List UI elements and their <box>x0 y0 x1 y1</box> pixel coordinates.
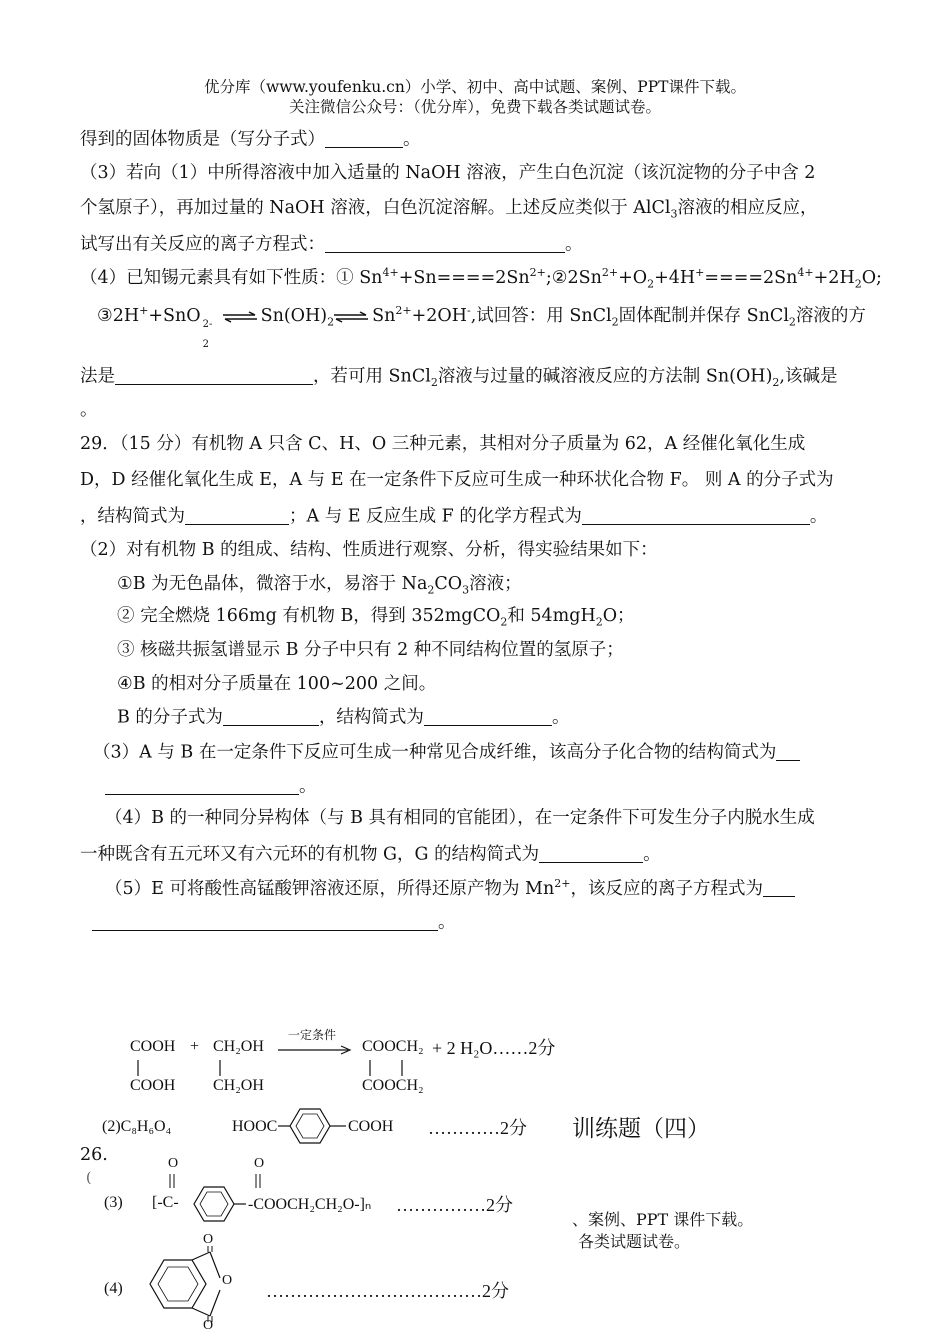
benzene-ring-icon <box>188 1184 248 1224</box>
q29-part2-intro: （2）对有机物 B 的组成、结构、性质进行观察、分析，得实验结果如下： <box>80 540 658 560</box>
q29-item-2: ② 完全燃烧 166mg 有机物 B，得到 352mgCO$_2$和 54mgH$_2$O； <box>117 606 635 629</box>
answer-2-hooc: HOOC <box>232 1118 278 1135</box>
q29-item-3: ③ 核磁共振氢谱显示 B 分子中只有 2 种不同结构位置的氢原子； <box>117 640 624 660</box>
answer-3-o1: O <box>168 1156 179 1171</box>
q29-part4-line-1: （4）B 的一种同分异构体（与 B 具有相同的官能团），在一定条件下可发生分子内脱水生成 <box>105 808 815 828</box>
q28-part3-line-3: 试写出有关反应的离子方程式： 。 <box>80 234 583 255</box>
answer-4-o-top: O <box>203 1232 214 1247</box>
equilibrium-arrow-icon <box>334 312 368 322</box>
q28-part4-line-3: 法是 ，若可用 SnCl$_2$溶液与过量的碱溶液反应的方法制 $Sn(OH)_2$,该碱是 <box>80 366 838 389</box>
q28-part4-line-2: ③2H++SnO 2- 2 $Sn(OH)_2$ $Sn^{2+}+2OH^-$,试回答：用 SnCl$_2$固体配制并保存 SnCl$_2$溶液的方 <box>97 304 866 350</box>
eq-cooch2-1: COOCH₂ <box>362 1038 424 1055</box>
eq-condition: 一定条件 <box>288 1028 337 1042</box>
answer-4-label: (4) <box>104 1280 123 1297</box>
q29-part5-line-2: 。 <box>92 912 456 934</box>
answer-2-label: (2)C₈H₆O₄ <box>102 1118 172 1135</box>
eq-ch2oh-1: CH₂OH <box>213 1038 264 1055</box>
q28-part3-line-1: （3）若向（1）中所得溶液中加入适量的 NaOH 溶液，产生白色沉淀（该沉淀物的分子中含 2 <box>80 163 816 183</box>
q28-part4-line-4: 。 <box>80 400 98 420</box>
q29-item-4: ④B 的相对分子质量在 100~200 之间。 <box>117 674 437 694</box>
q29-item-1: ①B 为无色晶体，微溶于水，易溶于 $Na_2CO_3$溶液； <box>117 574 522 597</box>
answer-3-o2: O <box>254 1156 265 1171</box>
answer-4-score: ………………………………2分 <box>266 1281 509 1301</box>
eq-cooh-2: COOH <box>130 1077 176 1094</box>
reaction-arrow-icon <box>278 1046 352 1054</box>
q28-part4-line-1: （4）已知锡元素具有如下性质：① $Sn^{4+}+Sn====2Sn^{2+};②2Sn^{2+}+O_2+4H^+====2Sn^{4+}+2H_2O$; <box>80 266 882 291</box>
eq-plus: + <box>190 1038 200 1055</box>
q28-line-1: 得到的固体物质是（写分子式） 。 <box>80 129 421 150</box>
ghost-text-1: 、案例、PPT 课件下载。 <box>572 1210 754 1229</box>
q29-part3-line-1: （3）A 与 B 在一定条件下反应可生成一种常见合成纤维，该高分子化合物的结构简式为 <box>93 742 800 764</box>
q29-part5-line-1: （5）E 可将酸性高锰酸钾溶液还原，所得还原产物为 $Mn^{2+}$，该反应的离子方程式为 <box>105 877 795 900</box>
answer-4-o-ring: O <box>222 1273 233 1288</box>
equilibrium-arrow-icon <box>223 312 257 322</box>
q29-line-2: D，D 经催化氧化生成 E，A 与 E 在一定条件下反应可生成一种环状化合物 F。 则 A 的分子式为 <box>80 470 834 490</box>
ghost-text-2: 各类试题试卷。 <box>578 1232 691 1251</box>
paren-fragment: ( <box>86 1170 92 1186</box>
eq-tail: + 2 H₂O……2分 <box>432 1038 556 1058</box>
header-line-2: 关注微信公众号：（优分库），免费下载各类试题试卷。 <box>288 98 661 116</box>
eq-cooh-1: COOH <box>130 1038 176 1055</box>
answer-4-o-bottom: O <box>203 1318 214 1333</box>
benzene-ring-icon <box>278 1106 348 1146</box>
number-26: 26. <box>80 1145 108 1165</box>
answer-3-label: (3) <box>104 1194 123 1211</box>
q29-line-3: ，结构简式为 ；A 与 E 反应生成 F 的化学方程式为 。 <box>80 506 828 527</box>
eq-cooch2-2: COOCH₂ <box>362 1077 424 1094</box>
title-training-4: 训练题（四） <box>572 1116 710 1142</box>
q29-part4-line-2: 一种既含有五元环又有六元环的有机物 G，G 的结构简式为 。 <box>80 844 661 865</box>
q28-part3-line-2: 个氢原子），再加过量的 NaOH 溶液，白色沉淀溶解。上述反应类似于 AlCl$_3$溶液的相应反应， <box>80 198 818 221</box>
q29-part3-line-2: 。 <box>105 776 317 798</box>
answer-3-left: [-C- <box>152 1194 179 1211</box>
header-line-1: 优分库（www.youfenku.cn）小学、初中、高中试题、案例、PPT课件下载。 <box>203 78 747 96</box>
q29-b-formula: B 的分子式为 ，结构简式为 。 <box>117 707 570 728</box>
answer-3-score: ……………2分 <box>396 1195 513 1215</box>
answer-3-right: -COOCH₂CH₂O-]ₙ <box>248 1196 372 1213</box>
phthalic-anhydride-icon <box>146 1246 236 1322</box>
answer-2-score: …………2分 <box>428 1118 527 1138</box>
eq-ch2oh-2: CH₂OH <box>213 1077 264 1094</box>
answer-2-cooh: COOH <box>348 1118 394 1135</box>
q29-line-1: 29．（15 分）有机物 A 只含 C、H、O 三种元素，其相对分子质量为 62，A 经催化氧化生成 <box>80 434 806 454</box>
